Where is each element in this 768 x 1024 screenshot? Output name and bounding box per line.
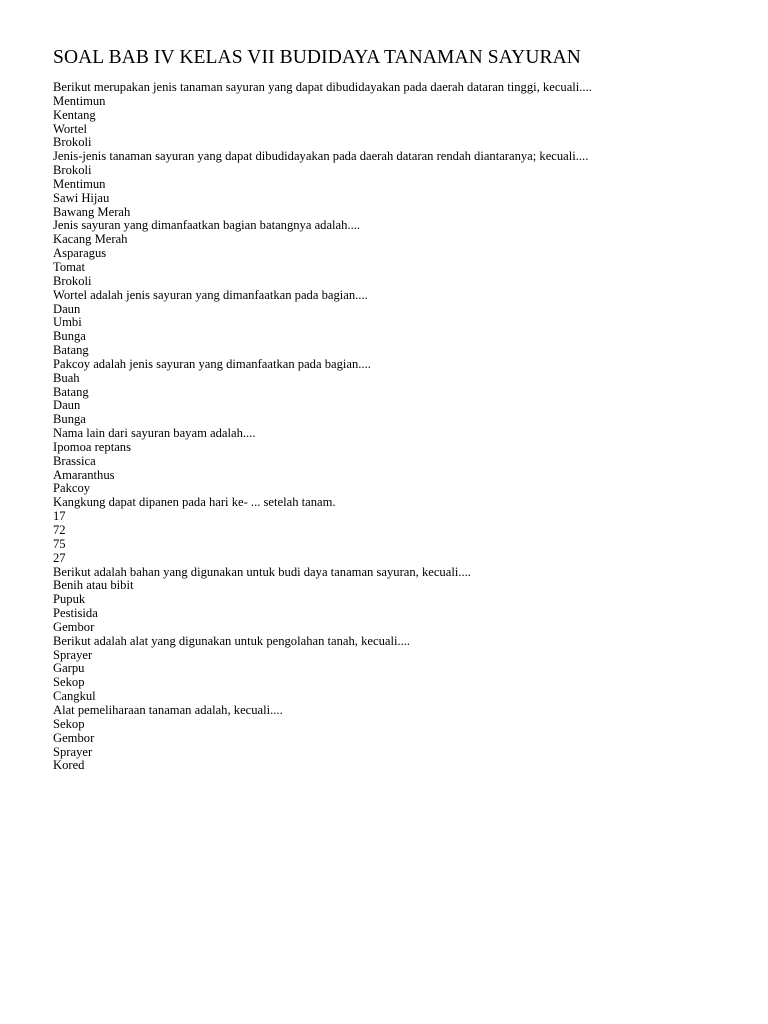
answer-option: Brokoli: [53, 273, 92, 288]
question-block: [53, 427, 592, 496]
question-text: Berikut adalah bahan yang digunakan untuk budi daya tanaman sayuran, kecuali....: [53, 564, 471, 579]
answer-option: Pestisida: [53, 606, 98, 621]
answer-option: Pakcoy: [53, 481, 91, 496]
answer-option: Kentang: [53, 107, 96, 122]
answer-option: Gembor: [53, 619, 95, 634]
answer-option: Tomat: [53, 259, 85, 274]
answer-option: Kacang Merah: [53, 232, 128, 247]
answer-option: Sekop: [53, 675, 85, 690]
question-text: Jenis-jenis tanaman sayuran yang dapat dibudidayakan pada daerah dataran rendah diantaranya; kecuali....: [53, 149, 589, 164]
answer-option: Mentimun: [53, 93, 106, 108]
answer-option: 72: [53, 523, 66, 537]
question-block: [53, 150, 592, 219]
answer-option: Gembor: [53, 730, 95, 745]
answer-option: Bunga: [53, 329, 86, 344]
answer-option: Benih atau bibit: [53, 578, 134, 593]
question-block: [53, 704, 592, 773]
answer-option: Pupuk: [53, 592, 86, 607]
answer-option: Brassica: [53, 453, 96, 468]
answer-option: Amaranthus: [53, 467, 115, 482]
question-block: [53, 219, 592, 288]
answer-option: 17: [53, 509, 66, 524]
answer-option: Umbi: [53, 315, 82, 330]
question-block: [53, 496, 592, 565]
question-block: [53, 358, 592, 427]
answer-option: Wortel: [53, 121, 87, 136]
answer-option: Mentimun: [53, 176, 106, 191]
question-block: [53, 289, 592, 358]
answer-option: Kored: [53, 758, 85, 773]
answer-option: 75: [53, 536, 66, 551]
question-text: Kangkung dapat dipanen pada hari ke- ... setelah tanam.: [53, 495, 336, 510]
answer-option: Buah: [53, 370, 80, 385]
question-text: Berikut merupakan jenis tanaman sayuran yang dapat dibudidayakan pada daerah dataran tinggi, kecuali....: [53, 80, 592, 94]
answer-option: Bunga: [53, 412, 86, 427]
answer-option: Brokoli: [53, 163, 92, 178]
answer-option: Cangkul: [53, 689, 96, 704]
question-text: Berikut adalah alat yang digunakan untuk pengolahan tanah, kecuali....: [53, 633, 411, 648]
question-block: [53, 635, 592, 704]
answer-option: Sprayer: [53, 744, 93, 759]
question-text: Jenis sayuran yang dimanfaatkan bagian batangnya adalah....: [53, 218, 361, 233]
question-text: Nama lain dari sayuran bayam adalah....: [53, 426, 256, 441]
answer-option: Batang: [53, 384, 89, 399]
answer-option: Sekop: [53, 716, 85, 731]
answer-option: Bawang Merah: [53, 204, 131, 219]
question-block: [53, 81, 592, 150]
answer-option: Batang: [53, 343, 89, 358]
answer-option: Daun: [53, 301, 81, 316]
answer-option: 27: [53, 550, 66, 565]
answer-option: Garpu: [53, 661, 85, 676]
question-text: Pakcoy adalah jenis sayuran yang dimanfaatkan pada bagian....: [53, 356, 371, 371]
answer-option: Asparagus: [53, 246, 107, 261]
question-text: Wortel adalah jenis sayuran yang dimanfaatkan pada bagian....: [53, 287, 368, 302]
answer-option: Ipomoa reptans: [53, 439, 131, 454]
question-block: [53, 566, 592, 635]
document-title: SOAL BAB IV KELAS VII BUDIDAYA TANAMAN SAYURAN: [53, 47, 581, 68]
answer-option: Sprayer: [53, 647, 93, 662]
answer-option: Sawi Hijau: [53, 190, 110, 205]
question-text: Alat pemeliharaan tanaman adalah, kecuali....: [53, 702, 283, 717]
answer-option: Daun: [53, 398, 81, 413]
question-list: [53, 81, 592, 773]
answer-option: Brokoli: [53, 135, 92, 150]
